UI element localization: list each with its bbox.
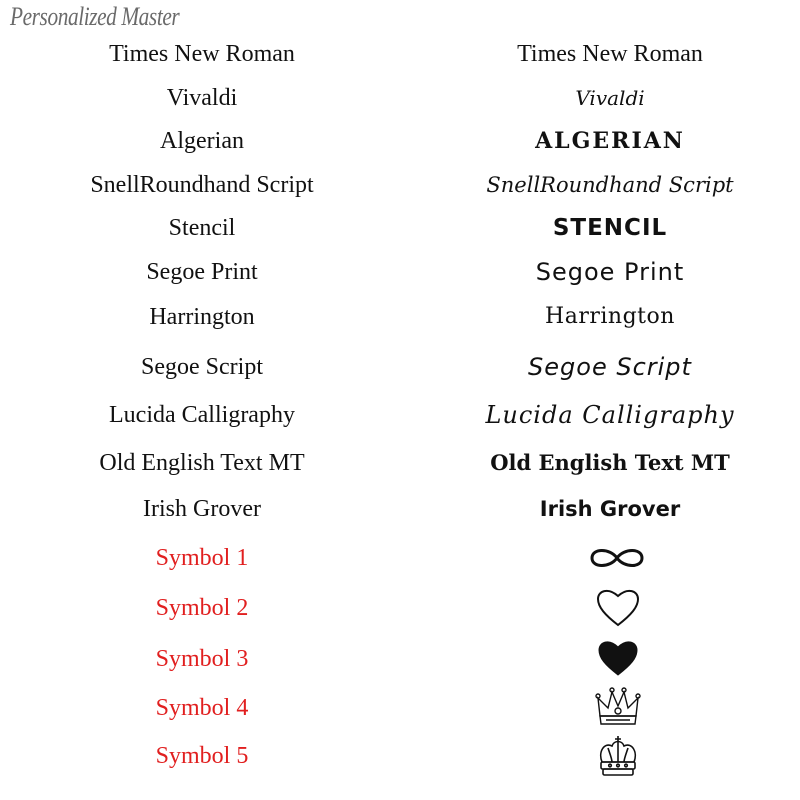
symbol-name: Symbol 3 xyxy=(155,646,249,672)
font-name: Old English Text MT xyxy=(99,450,305,476)
font-sample: ALGERIAN xyxy=(535,128,685,154)
font-sample: Segoe Print xyxy=(535,258,685,286)
brand-title: Personalized Master xyxy=(10,2,180,31)
font-row-old-english-text-mt xyxy=(0,441,800,485)
font-sample: Irish Grover xyxy=(539,497,681,521)
font-name: Times New Roman xyxy=(109,41,295,67)
symbol-row-3 xyxy=(0,637,800,681)
font-name: Algerian xyxy=(160,128,244,154)
font-sample: Harrington xyxy=(545,304,675,329)
crown-large-icon xyxy=(0,734,800,778)
font-name: SnellRoundhand Script xyxy=(90,172,314,198)
font-name: Segoe Print xyxy=(146,259,258,285)
font-row-snellroundhand-script xyxy=(0,163,800,207)
font-row-segoe-script xyxy=(0,345,800,389)
font-sample: SnellRoundhand Script xyxy=(486,173,734,197)
font-name: Segoe Script xyxy=(141,354,263,380)
crown-small-icon xyxy=(0,686,800,730)
font-row-harrington xyxy=(0,295,800,339)
symbol-row-4 xyxy=(0,686,800,730)
font-row-lucida-calligraphy xyxy=(0,393,800,437)
symbol-name: Symbol 5 xyxy=(155,743,249,769)
font-name: Vivaldi xyxy=(166,85,238,111)
symbol-name: Symbol 2 xyxy=(155,595,249,621)
font-row-algerian xyxy=(0,119,800,163)
infinity-icon xyxy=(0,536,800,580)
font-row-times-new-roman xyxy=(0,32,800,76)
font-sample: Old English Text MT xyxy=(490,450,730,475)
font-sample: Times New Roman xyxy=(517,41,703,67)
font-name: Harrington xyxy=(149,304,255,330)
font-row-irish-grover xyxy=(0,487,800,531)
font-sample: Segoe Script xyxy=(528,353,692,381)
symbol-name: Symbol 1 xyxy=(155,545,249,571)
font-name: Stencil xyxy=(168,215,236,241)
heart-filled-icon xyxy=(0,637,800,681)
symbol-row-2 xyxy=(0,586,800,630)
font-row-stencil xyxy=(0,206,800,250)
symbol-name: Symbol 4 xyxy=(155,695,249,721)
font-name: Irish Grover xyxy=(143,496,261,522)
font-name: Lucida Calligraphy xyxy=(109,402,295,428)
symbol-row-5 xyxy=(0,734,800,778)
heart-outline-icon xyxy=(0,586,800,630)
symbol-row-1 xyxy=(0,536,800,580)
font-sample: Lucida Calligraphy xyxy=(485,401,735,429)
font-sample: STENCIL xyxy=(552,215,668,241)
font-row-vivaldi xyxy=(0,76,800,120)
font-row-segoe-print xyxy=(0,250,800,294)
font-sample: Vivaldi xyxy=(575,86,645,110)
